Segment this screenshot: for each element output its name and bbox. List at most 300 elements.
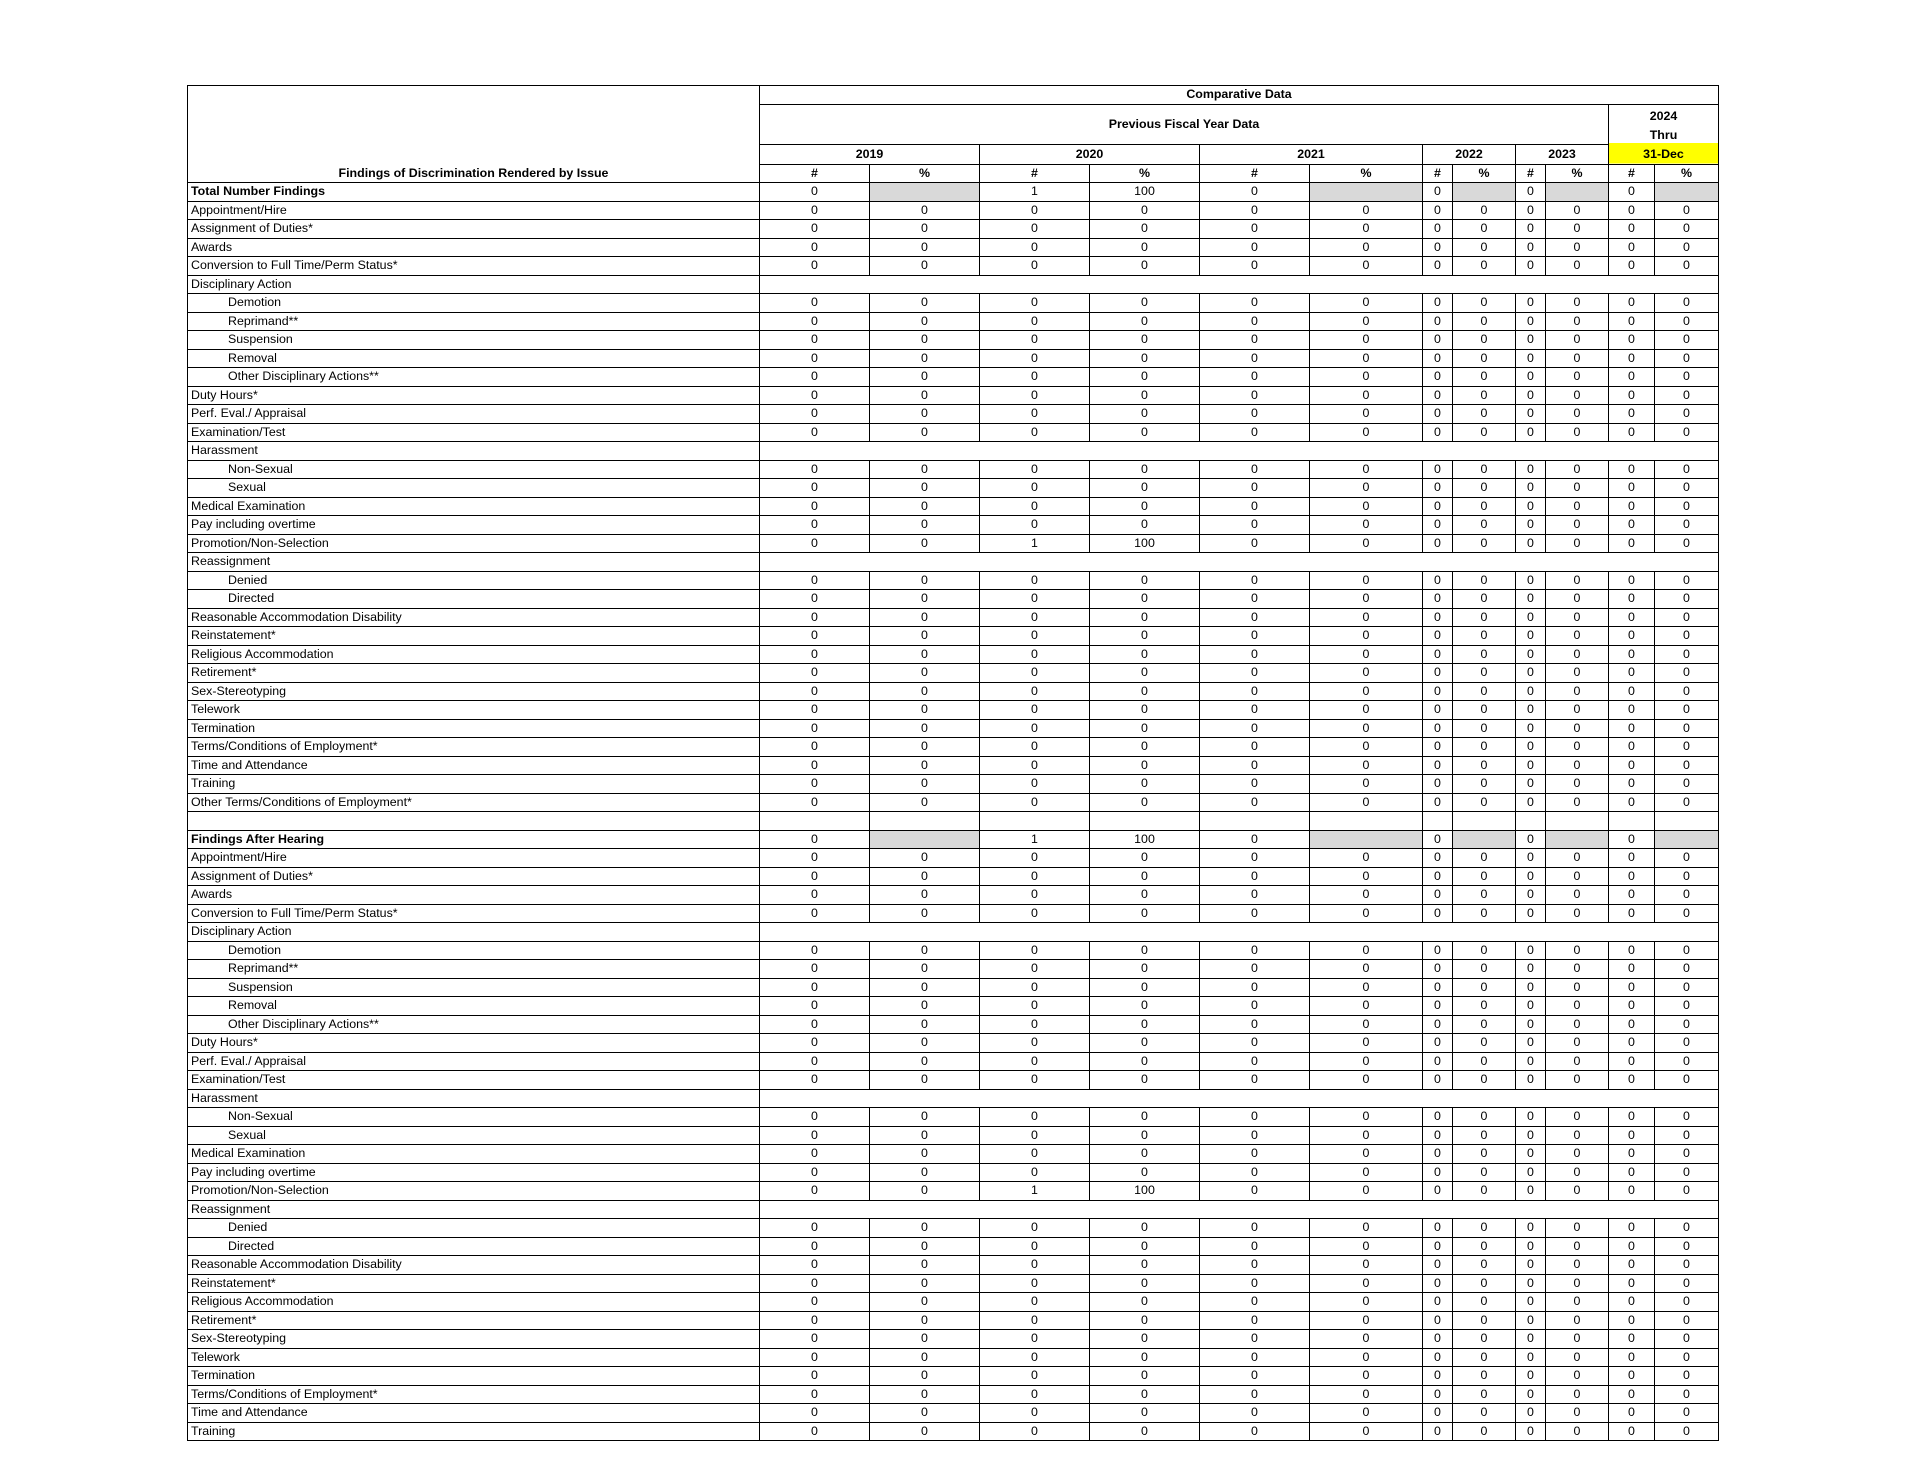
- percent-cell: 0: [870, 349, 980, 368]
- table-row: [188, 423, 1719, 442]
- percent-cell: 0: [1090, 1311, 1200, 1330]
- percent-cell: 0: [1310, 867, 1423, 886]
- table-row: [188, 664, 1719, 683]
- percent-cell: 0: [1090, 682, 1200, 701]
- count-cell: 0: [760, 627, 870, 646]
- group-header-blank: [760, 553, 1719, 572]
- count-cell: 0: [1516, 1052, 1546, 1071]
- count-cell: 0: [1200, 534, 1310, 553]
- count-cell: 0: [1200, 1071, 1310, 1090]
- count-cell: 0: [1423, 497, 1453, 516]
- percent-cell: 0: [1546, 960, 1609, 979]
- count-cell: 0: [1516, 701, 1546, 720]
- table-row: [188, 701, 1719, 720]
- count-cell: 0: [1516, 516, 1546, 535]
- count-cell: 0: [1516, 1422, 1546, 1441]
- count-cell: 0: [1516, 1237, 1546, 1256]
- percent-cell: 0: [1655, 1367, 1719, 1386]
- current-year-label: 2024: [1649, 108, 1678, 123]
- percent-cell: 100: [1090, 1182, 1200, 1201]
- count-cell: 0: [1516, 571, 1546, 590]
- percent-cell: 0: [1453, 571, 1516, 590]
- percent-cell: 0: [1453, 775, 1516, 794]
- percent-cell: 0: [1655, 756, 1719, 775]
- count-cell: 0: [760, 682, 870, 701]
- count-cell: 0: [1516, 775, 1546, 794]
- comparative-data-title: Comparative Data: [760, 86, 1719, 105]
- count-cell: 0: [1516, 294, 1546, 313]
- percent-cell: 0: [870, 719, 980, 738]
- percent-cell: 0: [1090, 312, 1200, 331]
- percent-cell: 0: [870, 645, 980, 664]
- percent-cell: 0: [870, 738, 980, 757]
- percent-cell: 0: [1090, 220, 1200, 239]
- issue-label: Other Disciplinary Actions**: [188, 368, 760, 387]
- count-cell: 0: [1609, 682, 1655, 701]
- count-cell: 0: [760, 460, 870, 479]
- percent-cell: 0: [1655, 571, 1719, 590]
- issue-label: Other Disciplinary Actions**: [188, 1015, 760, 1034]
- count-cell: 0: [1423, 238, 1453, 257]
- group-header-blank: [760, 275, 1719, 294]
- count-cell: 0: [760, 220, 870, 239]
- percent-cell: 0: [1546, 738, 1609, 757]
- percent-cell: 0: [1310, 201, 1423, 220]
- table-row: [188, 238, 1719, 257]
- count-column-header: #: [1516, 164, 1546, 183]
- count-cell: 0: [980, 701, 1090, 720]
- percent-cell: 0: [1655, 1126, 1719, 1145]
- issue-label: Examination/Test: [188, 423, 760, 442]
- percent-cell: 0: [870, 368, 980, 387]
- group-header-row: [188, 1089, 1719, 1108]
- count-cell: 0: [1516, 738, 1546, 757]
- percent-cell: 0: [1546, 368, 1609, 387]
- count-cell: 0: [1516, 1071, 1546, 1090]
- percent-cell: 0: [1090, 1145, 1200, 1164]
- issue-label: Non-Sexual: [188, 460, 760, 479]
- percent-cell: 0: [1655, 1422, 1719, 1441]
- current-year-header: [1609, 104, 1719, 164]
- group-header-row: [188, 275, 1719, 294]
- percent-cell: [1546, 183, 1609, 202]
- table-row: [188, 534, 1719, 553]
- percent-cell: 0: [1453, 294, 1516, 313]
- percent-cell: 0: [1655, 1108, 1719, 1127]
- percent-cell: 0: [870, 1126, 980, 1145]
- percent-cell: 0: [1546, 756, 1609, 775]
- count-cell: 0: [760, 756, 870, 775]
- count-cell: 0: [760, 645, 870, 664]
- percent-cell: 0: [1453, 516, 1516, 535]
- percent-cell: 0: [1546, 534, 1609, 553]
- count-cell: 0: [1423, 664, 1453, 683]
- count-cell: 0: [1200, 312, 1310, 331]
- count-cell: 0: [1200, 1385, 1310, 1404]
- percent-cell: 0: [870, 590, 980, 609]
- count-cell: 0: [1609, 423, 1655, 442]
- table-row: [188, 1367, 1719, 1386]
- count-cell: 0: [1423, 793, 1453, 812]
- issue-label: Sexual: [188, 1126, 760, 1145]
- count-cell: 0: [1609, 1274, 1655, 1293]
- count-cell: 0: [1200, 423, 1310, 442]
- count-cell: 0: [760, 1385, 870, 1404]
- count-cell: 0: [760, 571, 870, 590]
- count-cell: 0: [1609, 960, 1655, 979]
- table-row: [188, 1145, 1719, 1164]
- year-2022-header: 2022: [1423, 144, 1516, 164]
- count-cell: 0: [1516, 608, 1546, 627]
- count-cell: 0: [1609, 701, 1655, 720]
- table-row: [188, 627, 1719, 646]
- count-cell: 0: [980, 1071, 1090, 1090]
- count-cell: 0: [1516, 1015, 1546, 1034]
- percent-cell: [1453, 183, 1516, 202]
- count-cell: 0: [1516, 368, 1546, 387]
- count-cell: 0: [1423, 183, 1453, 202]
- percent-cell: 0: [870, 1367, 980, 1386]
- count-cell: 0: [760, 1145, 870, 1164]
- count-cell: 0: [1200, 978, 1310, 997]
- percent-cell: 0: [870, 1071, 980, 1090]
- count-cell: 0: [1516, 1330, 1546, 1349]
- count-cell: 0: [980, 294, 1090, 313]
- count-cell: 1: [980, 830, 1090, 849]
- count-cell: 0: [980, 1015, 1090, 1034]
- count-cell: 0: [1423, 978, 1453, 997]
- table-row: [188, 1274, 1719, 1293]
- issue-label: Pay including overtime: [188, 1163, 760, 1182]
- percent-cell: 0: [1453, 1311, 1516, 1330]
- table-row: [188, 1163, 1719, 1182]
- percent-cell: 0: [870, 978, 980, 997]
- percent-cell: 0: [870, 497, 980, 516]
- percent-cell: 0: [1310, 1126, 1423, 1145]
- issue-label: Demotion: [188, 941, 760, 960]
- count-cell: 0: [1516, 590, 1546, 609]
- percent-cell: 0: [1310, 1219, 1423, 1238]
- percent-cell: 0: [1546, 386, 1609, 405]
- percent-cell: 0: [1453, 1385, 1516, 1404]
- percent-cell: 0: [870, 1219, 980, 1238]
- table-row: [188, 1311, 1719, 1330]
- percent-cell: 0: [1090, 1071, 1200, 1090]
- count-cell: 0: [980, 941, 1090, 960]
- percent-cell: 0: [1090, 1108, 1200, 1127]
- count-cell: 0: [1200, 1404, 1310, 1423]
- issue-label: Non-Sexual: [188, 1108, 760, 1127]
- table-row: [188, 793, 1719, 812]
- count-cell: 0: [1423, 1422, 1453, 1441]
- percent-cell: 0: [1453, 997, 1516, 1016]
- count-cell: 0: [1609, 1145, 1655, 1164]
- count-cell: 0: [760, 978, 870, 997]
- percent-cell: 0: [1090, 1293, 1200, 1312]
- count-cell: 0: [1609, 1163, 1655, 1182]
- count-cell: 0: [980, 1256, 1090, 1275]
- count-cell: 0: [1609, 1071, 1655, 1090]
- count-cell: 0: [1200, 997, 1310, 1016]
- count-cell: 0: [1423, 682, 1453, 701]
- percent-cell: [870, 830, 980, 849]
- count-cell: 0: [1200, 775, 1310, 794]
- percent-cell: 0: [1310, 1348, 1423, 1367]
- count-cell: 0: [1423, 312, 1453, 331]
- count-cell: 0: [1200, 294, 1310, 313]
- percent-cell: 0: [870, 220, 980, 239]
- count-cell: 0: [1200, 386, 1310, 405]
- count-cell: 0: [760, 479, 870, 498]
- count-cell: 0: [1516, 331, 1546, 350]
- percent-cell: 0: [1546, 460, 1609, 479]
- percent-cell: 0: [1546, 886, 1609, 905]
- percent-cell: 0: [1310, 1182, 1423, 1201]
- count-cell: 0: [760, 1034, 870, 1053]
- count-cell: 0: [1200, 1422, 1310, 1441]
- issue-label: Awards: [188, 886, 760, 905]
- issue-label: Perf. Eval./ Appraisal: [188, 1052, 760, 1071]
- percent-cell: 0: [1546, 793, 1609, 812]
- count-cell: 0: [1609, 1219, 1655, 1238]
- issue-label: Telework: [188, 701, 760, 720]
- issue-label: Training: [188, 775, 760, 794]
- percent-cell: [1655, 183, 1719, 202]
- percent-cell: 0: [1453, 701, 1516, 720]
- count-cell: 0: [1423, 775, 1453, 794]
- percent-cell: 0: [1655, 664, 1719, 683]
- percent-cell: 0: [870, 386, 980, 405]
- percent-cell: 0: [1655, 738, 1719, 757]
- issue-label: Disciplinary Action: [188, 275, 760, 294]
- count-cell: 0: [980, 793, 1090, 812]
- count-cell: 0: [980, 1274, 1090, 1293]
- count-cell: 0: [980, 497, 1090, 516]
- count-cell: 0: [1516, 1163, 1546, 1182]
- issue-label: Appointment/Hire: [188, 201, 760, 220]
- percent-cell: 0: [1453, 1404, 1516, 1423]
- percent-cell: 0: [1090, 1052, 1200, 1071]
- count-cell: 0: [1423, 627, 1453, 646]
- percent-cell: 0: [1453, 904, 1516, 923]
- count-cell: 0: [1200, 904, 1310, 923]
- year-2021-header: 2021: [1200, 144, 1423, 164]
- percent-cell: 0: [1453, 738, 1516, 757]
- percent-cell: 0: [1546, 978, 1609, 997]
- count-cell: 0: [1423, 590, 1453, 609]
- percent-cell: 0: [1655, 627, 1719, 646]
- count-cell: 0: [1423, 349, 1453, 368]
- count-cell: 0: [980, 571, 1090, 590]
- table-row: [188, 1219, 1719, 1238]
- count-cell: 0: [1423, 220, 1453, 239]
- percent-cell: 0: [1310, 608, 1423, 627]
- percent-cell: 0: [1090, 941, 1200, 960]
- count-cell: 0: [1609, 331, 1655, 350]
- count-cell: 0: [1200, 1182, 1310, 1201]
- table-row: [188, 830, 1719, 849]
- percent-cell: 0: [1310, 497, 1423, 516]
- count-cell: 0: [760, 1293, 870, 1312]
- percent-cell: 0: [1453, 1052, 1516, 1071]
- percent-cell: 0: [1655, 793, 1719, 812]
- percent-cell: 0: [1546, 349, 1609, 368]
- table-row: [188, 867, 1719, 886]
- count-cell: 0: [760, 793, 870, 812]
- percent-cell: 0: [1310, 1071, 1423, 1090]
- percent-cell: 0: [1310, 738, 1423, 757]
- percent-cell: 0: [1546, 1071, 1609, 1090]
- issue-label: Reprimand**: [188, 960, 760, 979]
- percent-cell: 0: [1655, 516, 1719, 535]
- count-cell: 0: [1423, 1145, 1453, 1164]
- count-cell: 0: [1609, 1182, 1655, 1201]
- count-cell: 0: [1609, 830, 1655, 849]
- count-cell: 0: [1516, 886, 1546, 905]
- percent-cell: 0: [870, 257, 980, 276]
- percent-cell: 0: [1655, 1293, 1719, 1312]
- issue-label: Directed: [188, 1237, 760, 1256]
- count-cell: 0: [1423, 701, 1453, 720]
- count-cell: 0: [1609, 1126, 1655, 1145]
- count-cell: 0: [980, 1052, 1090, 1071]
- percent-cell: 0: [1655, 1348, 1719, 1367]
- count-cell: 0: [1423, 516, 1453, 535]
- count-cell: 0: [980, 1219, 1090, 1238]
- percent-cell: 0: [1453, 220, 1516, 239]
- count-cell: 0: [1609, 1256, 1655, 1275]
- count-cell: 0: [760, 1071, 870, 1090]
- count-cell: 0: [980, 719, 1090, 738]
- count-cell: 0: [760, 1219, 870, 1238]
- percent-cell: 0: [1310, 775, 1423, 794]
- percent-cell: 0: [1453, 645, 1516, 664]
- percent-cell: 0: [870, 479, 980, 498]
- count-cell: 0: [1516, 664, 1546, 683]
- percent-cell: 0: [1090, 294, 1200, 313]
- issue-label: Disciplinary Action: [188, 923, 760, 942]
- group-header-row: [188, 553, 1719, 572]
- percent-cell: 0: [1546, 497, 1609, 516]
- count-cell: 0: [1423, 1293, 1453, 1312]
- count-cell: 0: [1423, 645, 1453, 664]
- percent-cell: 0: [1090, 1015, 1200, 1034]
- table-row: [188, 1404, 1719, 1423]
- count-cell: 0: [980, 1385, 1090, 1404]
- table-row: [188, 1015, 1719, 1034]
- table-row: [188, 1330, 1719, 1349]
- count-cell: 0: [1423, 608, 1453, 627]
- count-cell: 0: [980, 1108, 1090, 1127]
- count-cell: 0: [760, 960, 870, 979]
- table-row: [188, 183, 1719, 202]
- count-cell: 0: [760, 1330, 870, 1349]
- percent-cell: 0: [1453, 1274, 1516, 1293]
- count-cell: 0: [760, 349, 870, 368]
- percent-cell: 0: [1655, 497, 1719, 516]
- count-cell: 0: [1423, 1330, 1453, 1349]
- percent-cell: 0: [1655, 1256, 1719, 1275]
- count-cell: 0: [1516, 1293, 1546, 1312]
- count-cell: 0: [1516, 627, 1546, 646]
- count-cell: 0: [1609, 627, 1655, 646]
- count-cell: 0: [1609, 1108, 1655, 1127]
- percent-cell: 0: [1310, 1385, 1423, 1404]
- count-cell: 0: [980, 682, 1090, 701]
- percent-cell: 0: [1090, 904, 1200, 923]
- count-cell: 0: [1516, 1145, 1546, 1164]
- count-cell: 0: [1423, 1108, 1453, 1127]
- percent-cell: 0: [1310, 590, 1423, 609]
- count-cell: 0: [760, 1182, 870, 1201]
- percent-cell: 0: [1655, 1071, 1719, 1090]
- count-cell: 0: [1200, 1237, 1310, 1256]
- count-cell: 0: [1423, 1219, 1453, 1238]
- count-cell: 0: [1609, 1348, 1655, 1367]
- percent-cell: 0: [1090, 645, 1200, 664]
- issue-label: Denied: [188, 571, 760, 590]
- issue-label: Removal: [188, 997, 760, 1016]
- percent-cell: 0: [870, 849, 980, 868]
- percent-cell: 0: [1655, 904, 1719, 923]
- issue-label: Conversion to Full Time/Perm Status*: [188, 904, 760, 923]
- count-cell: 0: [980, 1034, 1090, 1053]
- count-cell: 0: [1516, 257, 1546, 276]
- percent-cell: 0: [1546, 1145, 1609, 1164]
- year-2023-header: 2023: [1516, 144, 1609, 164]
- count-cell: 0: [1423, 849, 1453, 868]
- count-cell: 0: [1423, 423, 1453, 442]
- count-cell: 0: [760, 368, 870, 387]
- count-cell: 0: [1516, 756, 1546, 775]
- count-column-header: #: [760, 164, 870, 183]
- count-cell: 0: [1200, 1108, 1310, 1127]
- table-row: [188, 904, 1719, 923]
- percent-cell: 0: [870, 534, 980, 553]
- issue-label: Duty Hours*: [188, 1034, 760, 1053]
- percent-cell: 0: [1546, 1108, 1609, 1127]
- count-cell: 0: [1423, 1034, 1453, 1053]
- percent-column-header: %: [1310, 164, 1423, 183]
- percent-cell: 0: [1453, 1071, 1516, 1090]
- count-cell: 0: [980, 220, 1090, 239]
- percent-cell: 0: [1546, 608, 1609, 627]
- percent-cell: 0: [1546, 294, 1609, 313]
- percent-cell: 0: [1310, 904, 1423, 923]
- percent-cell: 0: [1453, 497, 1516, 516]
- percent-cell: 0: [1655, 960, 1719, 979]
- count-cell: 0: [1200, 460, 1310, 479]
- count-cell: 0: [1609, 1404, 1655, 1423]
- table-row: [188, 849, 1719, 868]
- percent-cell: 0: [1310, 1367, 1423, 1386]
- count-cell: 0: [1516, 1108, 1546, 1127]
- percent-cell: 0: [1090, 1163, 1200, 1182]
- issue-label: Reassignment: [188, 553, 760, 572]
- count-cell: 0: [1423, 960, 1453, 979]
- percent-cell: [1453, 830, 1516, 849]
- percent-cell: 0: [1090, 1404, 1200, 1423]
- count-cell: 0: [1609, 1422, 1655, 1441]
- count-cell: 0: [760, 1311, 870, 1330]
- percent-cell: 0: [1310, 534, 1423, 553]
- count-cell: 0: [1423, 1348, 1453, 1367]
- percent-cell: 0: [1655, 460, 1719, 479]
- percent-cell: 0: [870, 1163, 980, 1182]
- percent-cell: 0: [1453, 1256, 1516, 1275]
- percent-cell: 0: [1310, 405, 1423, 424]
- count-cell: 0: [760, 886, 870, 905]
